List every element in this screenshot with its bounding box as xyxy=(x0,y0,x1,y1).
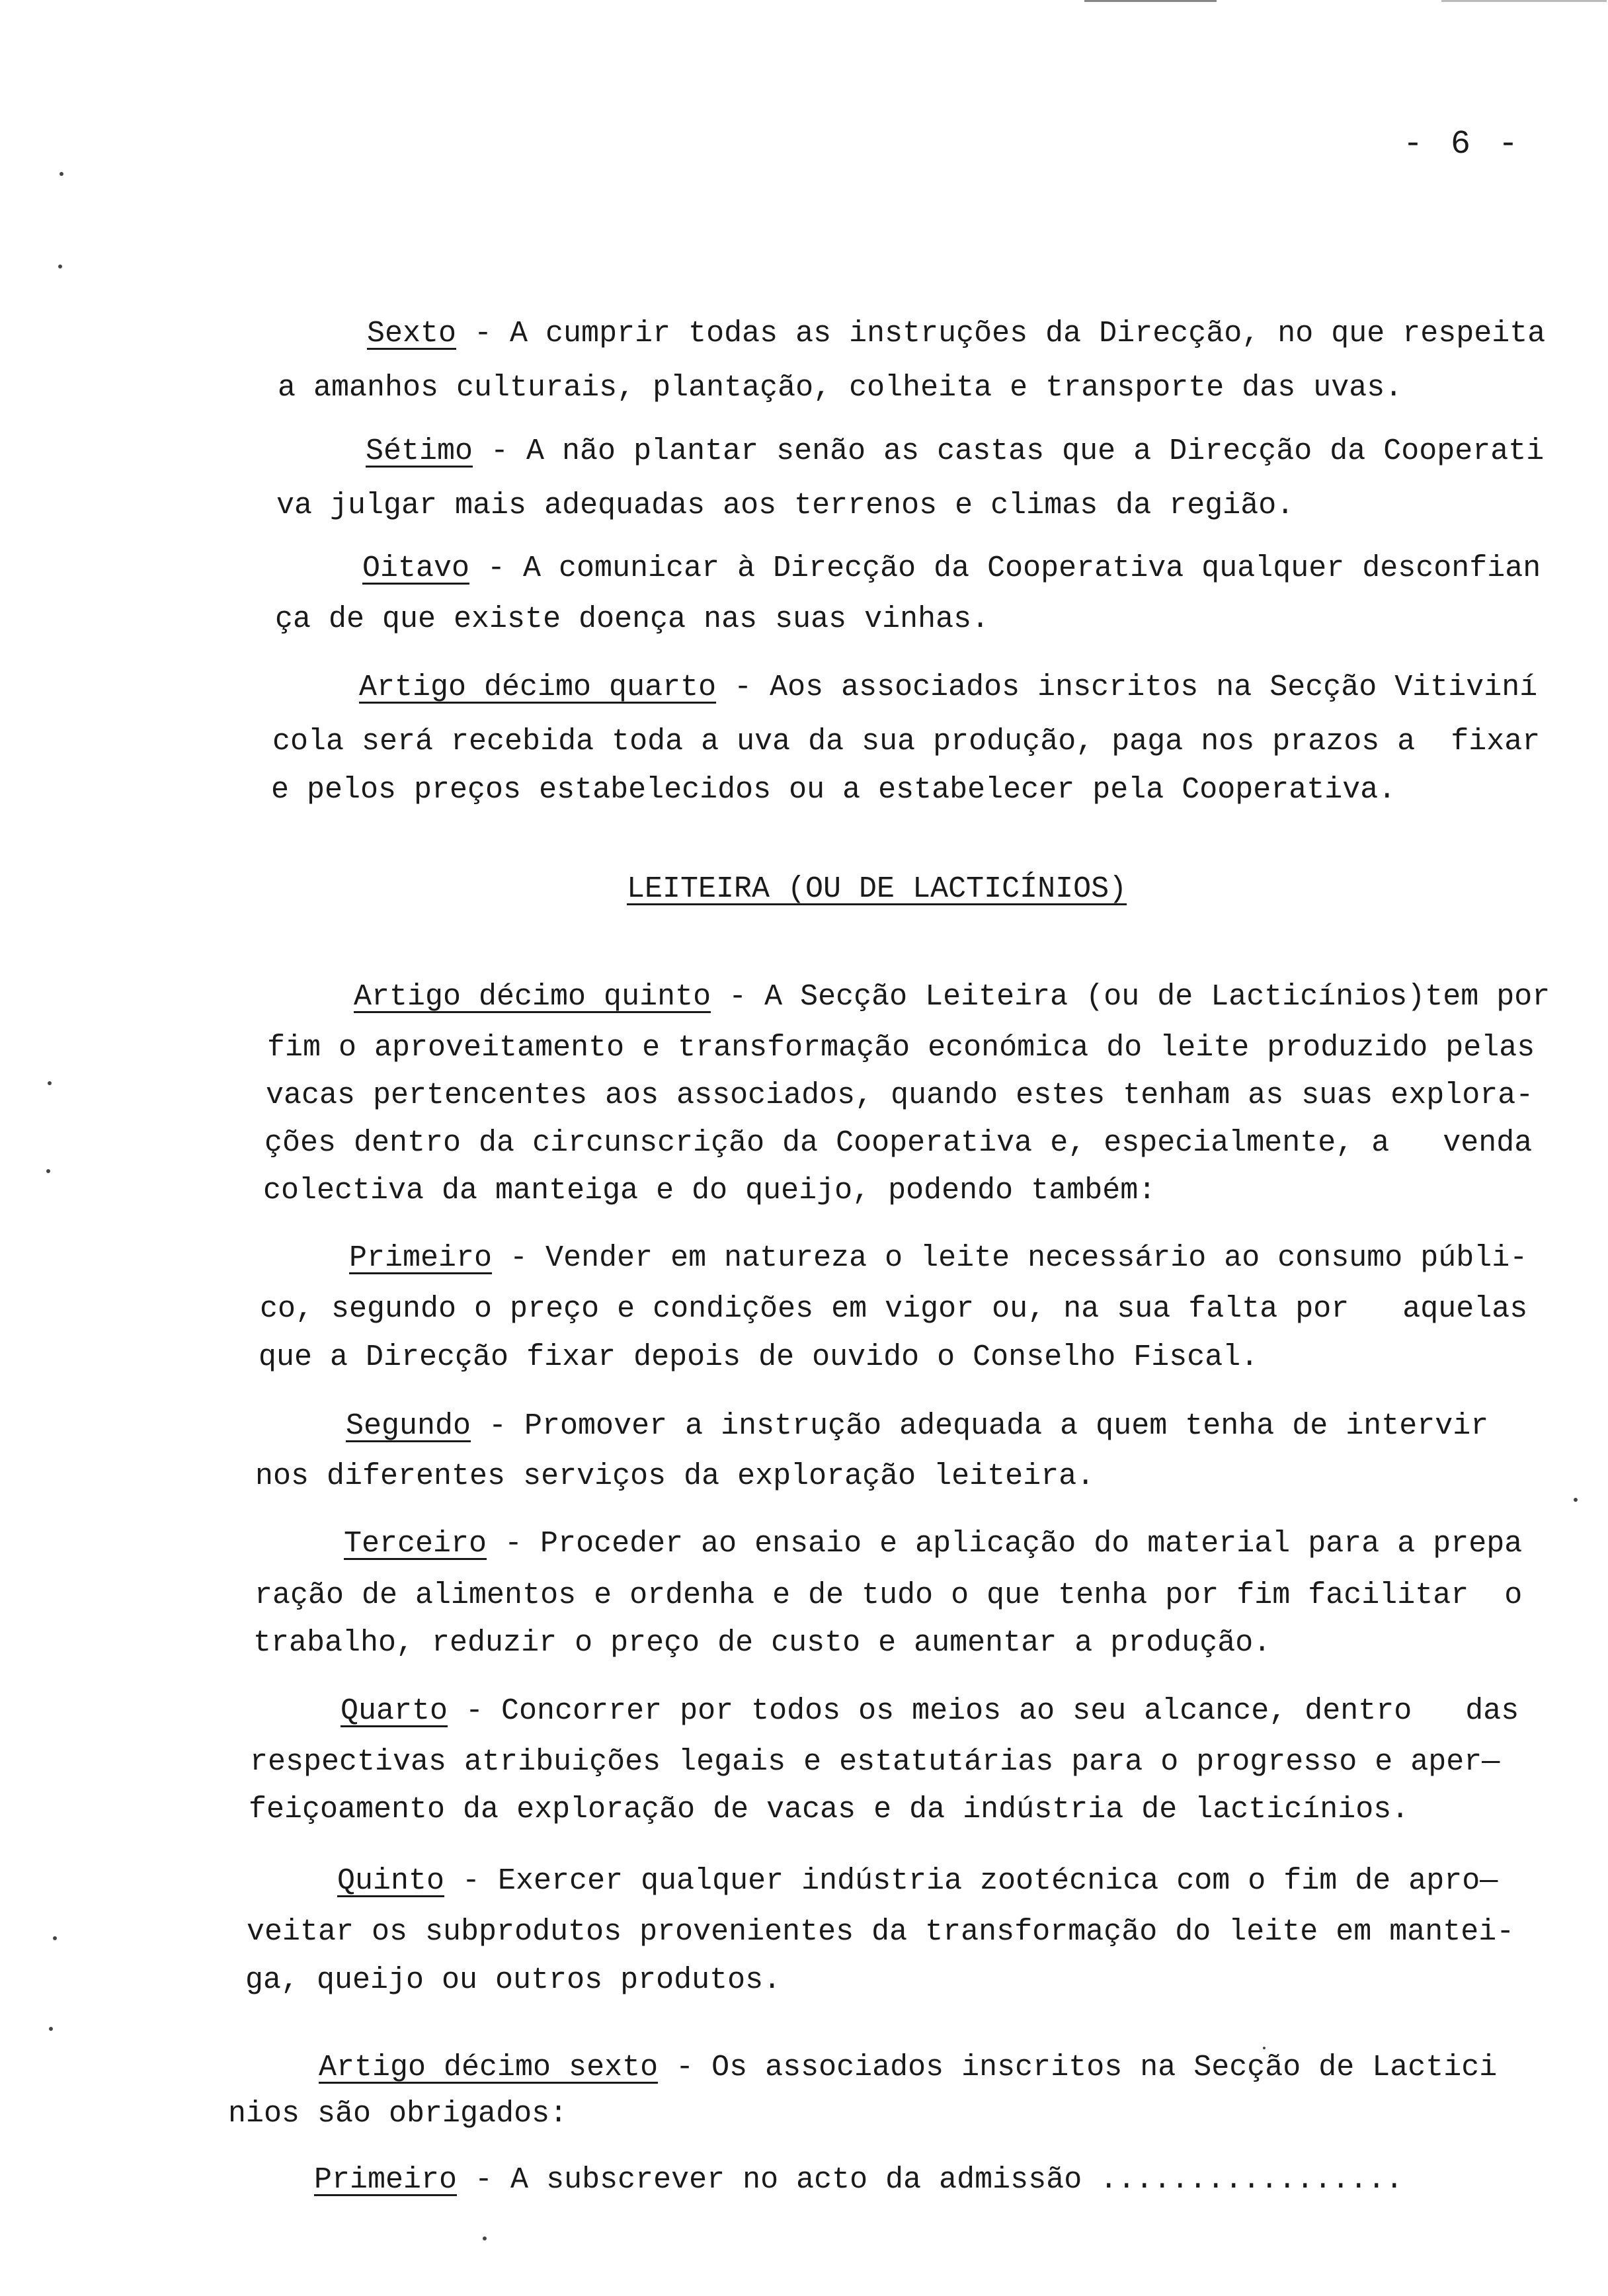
article-heading: Artigo décimo quarto xyxy=(359,671,717,704)
scan-edge-mark xyxy=(1441,0,1607,2)
paragraph-sexto-first-line xyxy=(367,311,1545,357)
scan-speck xyxy=(1574,1498,1578,1502)
scan-speck xyxy=(48,1081,52,1085)
section-heading: LEITEIRA (OU DE LACTICÍNIOS) xyxy=(627,872,1127,906)
item-text: - A subscrever no acto da admissão ................. xyxy=(457,2163,1404,2197)
item-text: - Exercer qualquer indústria zootécnica com o fim de apro— xyxy=(444,1864,1498,1898)
item-primeiro-line: co, segundo o preço e condições em vigor ou, na sua falta por aquelas xyxy=(260,1292,1528,1326)
item-terceiro-first-line xyxy=(344,1521,1522,1567)
article-14-line: e pelos preços estabelecidos ou a estabelecer pela Cooperativa. xyxy=(271,773,1396,807)
item-quarto-line: respectivas atribuições legais e estatutárias para o progresso e aper— xyxy=(250,1745,1500,1779)
paragraph-setimo-first-line xyxy=(366,429,1544,475)
article-15-line: vacas pertencentes aos associados, quando estes tenham as suas explora- xyxy=(266,1079,1534,1112)
item-heading: Sexto xyxy=(367,317,457,350)
paragraph-oitavo-line: ça de que existe doença nas suas vinhas. xyxy=(275,602,990,636)
item-quinto-first-line xyxy=(337,1858,1498,1905)
item-text: - A não plantar senão as castas que a Direcção da Cooperati xyxy=(473,434,1545,468)
item-primeiro-first-line xyxy=(349,1235,1527,1282)
item-primeiro-final-line xyxy=(314,2157,1403,2203)
article-15-line: fim o aproveitamento e transformação económica do leite produzido pelas xyxy=(267,1031,1535,1065)
item-quinto-line: veitar os subprodutos provenientes da transformação do leite em mantei- xyxy=(247,1915,1515,1949)
scan-speck xyxy=(483,2236,487,2240)
page-number: - 6 - xyxy=(1402,126,1522,163)
scan-speck xyxy=(60,172,63,176)
item-segundo-line: nos diferentes serviços da exploração leiteira. xyxy=(255,1459,1095,1493)
item-heading: Quarto xyxy=(341,1694,448,1728)
article-text: - Aos associados inscritos na Secção Vitiviní xyxy=(716,671,1538,704)
article-15-line: ções dentro da circunscrição da Cooperativa e, especialmente, a venda xyxy=(264,1126,1533,1160)
article-16-first-line xyxy=(319,2045,1497,2091)
item-text: - Proceder ao ensaio e aplicação do material para a prepa xyxy=(487,1527,1523,1561)
scan-speck xyxy=(49,2027,53,2031)
item-heading: Segundo xyxy=(346,1409,471,1443)
article-16-line: nios são obrigados: xyxy=(228,2097,568,2131)
item-text: - Vender em natureza o leite necessário ao consumo públi- xyxy=(492,1241,1528,1275)
item-heading: Primeiro xyxy=(314,2163,458,2197)
article-14-first-line xyxy=(359,665,1537,711)
article-15-line: colectiva da manteiga e do queijo, podendo também: xyxy=(263,1174,1156,1208)
paragraph-setimo-line: va julgar mais adequadas aos terrenos e climas da região. xyxy=(276,489,1295,522)
scan-speck xyxy=(53,1936,57,1940)
item-terceiro-line: ração de alimentos e ordenha e de tudo o que tenha por fim facilitar o xyxy=(255,1578,1523,1612)
scan-speck xyxy=(58,265,62,268)
item-heading: Oitavo xyxy=(362,552,470,585)
item-quarto-line: feiçoamento da exploração de vacas e da indústria de lacticínios. xyxy=(249,1793,1410,1826)
item-heading: Terceiro xyxy=(344,1527,487,1561)
article-text: - Os associados inscritos na Secção de Lactici xyxy=(658,2051,1498,2084)
article-14-line: cola será recebida toda a uva da sua produção, paga nos prazos a fixar xyxy=(272,725,1541,758)
item-text: - Concorrer por todos os meios ao seu alcance, dentro das xyxy=(448,1694,1519,1728)
item-quarto-first-line xyxy=(341,1688,1519,1735)
item-text: - A comunicar à Direcção da Cooperativa qualquer desconfian xyxy=(469,552,1541,585)
article-15-first-line xyxy=(354,974,1550,1020)
article-text: - A Secção Leiteira (ou de Lacticínios)tem por xyxy=(711,980,1550,1014)
item-text: - A cumprir todas as instruções da Direcção, no que respeita xyxy=(456,317,1546,350)
item-text: - Promover a instrução adequada a quem tenha de intervir xyxy=(471,1409,1489,1443)
paragraph-sexto-line: a amanhos culturais, plantação, colheita e transporte das uvas. xyxy=(278,371,1403,405)
item-quinto-line: ga, queijo ou outros produtos. xyxy=(245,1963,782,1997)
item-heading: Sétimo xyxy=(366,434,473,468)
item-terceiro-line: trabalho, reduzir o preço de custo e aumentar a produção. xyxy=(253,1626,1271,1660)
item-heading: Quinto xyxy=(337,1864,445,1898)
paragraph-oitavo-first-line xyxy=(362,546,1541,592)
scan-speck xyxy=(46,1169,50,1173)
item-primeiro-line: que a Direcção fixar depois de ouvido o Conselho Fiscal. xyxy=(259,1340,1259,1374)
article-heading: Artigo décimo quinto xyxy=(354,980,711,1014)
item-heading: Primeiro xyxy=(349,1241,493,1275)
scan-edge-mark xyxy=(1084,0,1217,2)
item-segundo-first-line xyxy=(346,1403,1488,1450)
article-heading: Artigo décimo sexto xyxy=(319,2051,659,2084)
scan-speck xyxy=(1263,2047,1266,2049)
